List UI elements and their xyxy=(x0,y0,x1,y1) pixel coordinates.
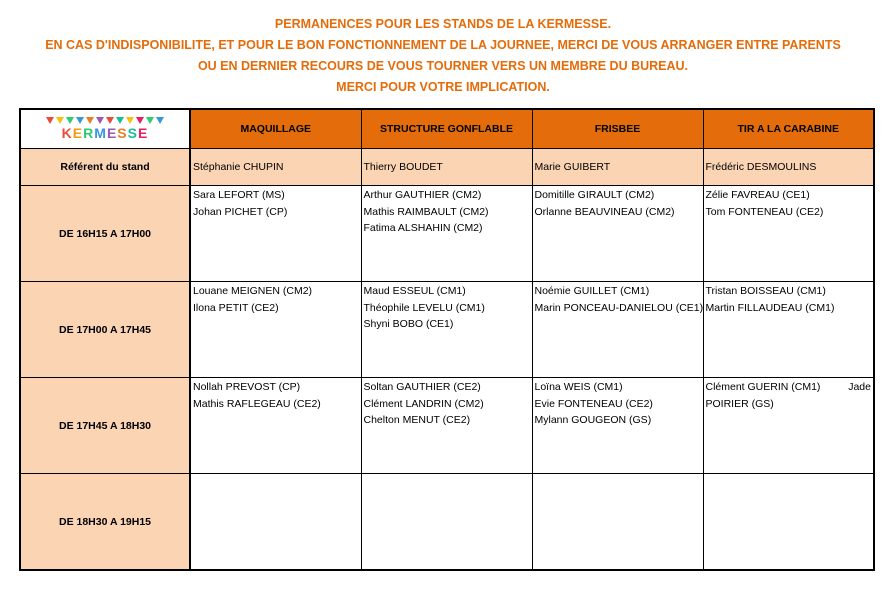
header-line-1: PERMANENCES POUR LES STANDS DE LA KERMESSE. xyxy=(274,17,612,31)
referent-name: Thierry BOUDET xyxy=(361,149,532,186)
volunteer-name: Mathis RAIMBAULT (CM2) xyxy=(363,205,489,218)
time-slot-label: DE 16H15 A 17H00 xyxy=(20,186,190,282)
volunteer-name: Maud ESSEUL (CM1) xyxy=(363,285,466,297)
volunteer-name: Johan PICHET (CP) xyxy=(193,205,288,218)
volunteer-name: Mathis RAFLEGEAU (CE2) xyxy=(193,397,321,410)
referent-name: Marie GUIBERT xyxy=(532,149,703,186)
stand-header-frisbee: FRISBEE xyxy=(532,109,703,149)
volunteer-name: Noémie GUILLET (CM1) xyxy=(534,285,650,297)
volunteer-name: Clément LANDRIN (CM2) xyxy=(363,397,484,410)
logo-text: KERMESSE xyxy=(61,125,149,141)
referent-label: Référent du stand xyxy=(20,149,190,186)
time-slot-row xyxy=(20,378,874,474)
volunteer-cell xyxy=(361,474,532,571)
time-slot-label: DE 17H45 A 18H30 xyxy=(20,378,190,474)
volunteer-cell xyxy=(190,378,361,474)
volunteer-name: Loïna WEIS (CM1) xyxy=(534,381,623,393)
logo-cell xyxy=(20,109,190,149)
volunteer-name: Tristan BOISSEAU (CM1) xyxy=(705,285,826,297)
time-slot-label: DE 18H30 A 19H15 xyxy=(20,474,190,571)
time-slot-row xyxy=(20,474,874,571)
volunteer-name: Chelton MENUT (CE2) xyxy=(363,414,471,426)
referent-name: Stéphanie CHUPIN xyxy=(190,149,361,186)
referent-row xyxy=(20,149,874,186)
referent-name: Frédéric DESMOULINS xyxy=(703,149,874,186)
stand-header-maquillage: MAQUILLAGE xyxy=(190,109,361,149)
volunteer-name: Louane MEIGNEN (CM2) xyxy=(193,285,313,297)
bunting-flags-icon xyxy=(46,117,164,124)
volunteer-name: Arthur GAUTHIER (CM2) xyxy=(363,189,482,201)
volunteer-name: Marin PONCEAU-DANIELOU (CE1) xyxy=(534,301,704,314)
volunteer-name: Shyni BOBO (CE1) xyxy=(363,318,454,330)
volunteer-cell xyxy=(703,186,874,282)
volunteer-cell xyxy=(703,474,874,571)
volunteer-name: Soltan GAUTHIER (CE2) xyxy=(363,381,481,393)
volunteer-name: Tom FONTENEAU (CE2) xyxy=(705,205,824,218)
volunteer-cell xyxy=(190,474,361,571)
volunteer-name: Jade xyxy=(848,381,871,393)
volunteer-cell xyxy=(532,282,703,378)
volunteer-name: Orlanne BEAUVINEAU (CM2) xyxy=(534,205,675,218)
header-line-4: MERCI POUR VOTRE IMPLICATION. xyxy=(336,80,550,94)
volunteer-line xyxy=(706,379,872,396)
volunteer-name: Ilona PETIT (CE2) xyxy=(193,301,279,314)
volunteer-name: Théophile LEVELU (CM1) xyxy=(363,301,485,314)
volunteer-name: Clément GUERIN (CM1) xyxy=(705,381,821,393)
volunteer-name: Mylann GOUGEON (GS) xyxy=(534,414,652,426)
time-slot-row xyxy=(20,282,874,378)
volunteer-cell xyxy=(703,282,874,378)
volunteer-cell xyxy=(532,474,703,571)
stands-header-row xyxy=(20,109,874,149)
volunteer-name: Nollah PREVOST (CP) xyxy=(193,381,301,393)
volunteer-cell xyxy=(361,282,532,378)
volunteer-name: Evie FONTENEAU (CE2) xyxy=(534,397,653,410)
time-slot-row xyxy=(20,186,874,282)
volunteer-cell xyxy=(361,186,532,282)
volunteer-name: Martin FILLAUDEAU (CM1) xyxy=(705,301,835,314)
volunteer-name: Fatima ALSHAHIN (CM2) xyxy=(363,222,483,234)
kermesse-logo xyxy=(21,110,189,148)
stand-header-tir-a-la-carabine: TIR A LA CARABINE xyxy=(703,109,874,149)
volunteer-name: POIRIER (GS) xyxy=(705,397,774,410)
stand-header-structure-gonflable: STRUCTURE GONFLABLE xyxy=(361,109,532,149)
volunteer-name: Sara LEFORT (MS) xyxy=(193,189,285,201)
instructions-header xyxy=(0,14,886,98)
header-line-2: EN CAS D'INDISPONIBILITE, ET POUR LE BON FONCTIONNEMENT DE LA JOURNEE, MERCI DE VOUS ARRANGER ENTRE PARENTS xyxy=(45,38,841,52)
volunteer-name: Zélie FAVREAU (CE1) xyxy=(705,189,810,201)
volunteer-cell xyxy=(361,378,532,474)
volunteer-cell xyxy=(703,378,874,474)
volunteer-cell xyxy=(532,378,703,474)
time-slot-label: DE 17H00 A 17H45 xyxy=(20,282,190,378)
volunteer-name: Domitille GIRAULT (CM2) xyxy=(534,189,655,201)
schedule-table xyxy=(19,108,875,571)
volunteer-cell xyxy=(532,186,703,282)
volunteer-cell xyxy=(190,282,361,378)
header-line-3: OU EN DERNIER RECOURS DE VOUS TOURNER VERS UN MEMBRE DU BUREAU. xyxy=(197,59,689,73)
volunteer-cell xyxy=(190,186,361,282)
